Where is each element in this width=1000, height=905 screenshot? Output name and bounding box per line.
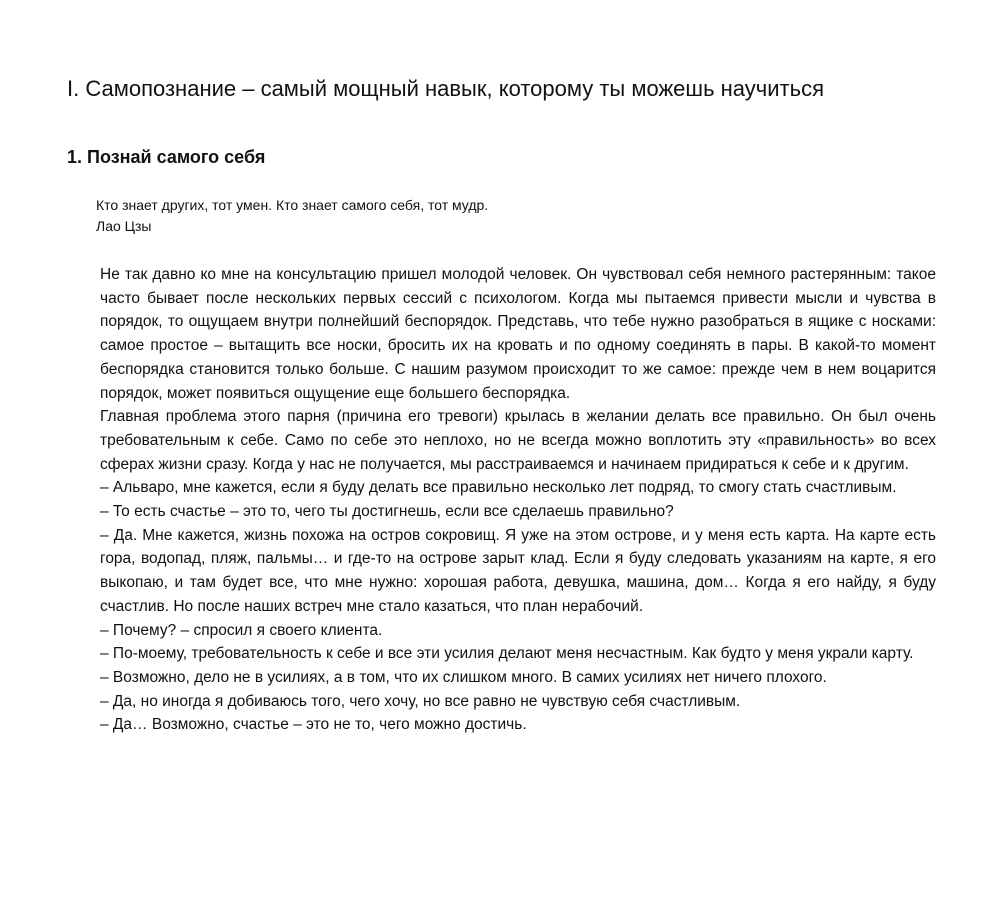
epigraph	[96, 195, 488, 237]
paragraph: – Альваро, мне кажется, если я буду делать все правильно несколько лет подряд, то смогу стать счастливым.	[100, 479, 897, 497]
paragraph: – Да… Возможно, счастье – это не то, чего можно достичь.	[100, 716, 527, 734]
paragraph: – Да, но иногда я добиваюсь того, чего хочу, но все равно не чувствую себя счастливым.	[100, 692, 741, 710]
epigraph-quote: Кто знает других, тот умен. Кто знает самого себя, тот мудр.	[96, 197, 489, 213]
paragraph: – Возможно, дело не в усилиях, а в том, что их слишком много. В самих усилиях нет ничего плохого.	[100, 668, 827, 686]
paragraph: Главная проблема этого парня (причина его тревоги) крылась в желании делать все правильно. Он был очень требовательным к себе. Само по себе это неплохо, но не всегда можно воплотить эту «правильность» во всех сферах жизни сразу. Когда у нас не получается, мы расстраиваемся и начинаем придираться к себе и к другим.	[100, 408, 936, 473]
paragraph: Не так давно ко мне на консультацию пришел молодой человек. Он чувствовал себя немного растерянным: такое часто бывает после нескольких первых сессий с психологом. Когда мы пытаемся привести мысли и чувства в порядок, то ощущаем внутри полнейший беспорядок. Представь, что тебе нужно разобраться в ящике с носками: самое простое – вытащить все носки, бросить их на кровать и по одному соединять в пары. В какой-то момент беспорядка становится только больше. С нашим разумом происходит то же самое: прежде чем в нем воцарится порядок, может появиться ощущение еще большего беспорядка.	[100, 266, 936, 402]
epigraph-author: Лао Цзы	[96, 218, 152, 234]
part-title: I. Самопознание – самый мощный навык, которому ты можешь научиться	[67, 76, 824, 101]
paragraph: – Почему? – спросил я своего клиента.	[100, 621, 383, 639]
paragraph: – По-моему, требовательность к себе и все эти усилия делают меня несчастным. Как будто у меня украли карту.	[100, 645, 914, 663]
chapter-title: 1. Познай самого себя	[67, 147, 266, 167]
paragraph: – То есть счастье – это то, чего ты достигнешь, если все сделаешь правильно?	[100, 503, 674, 521]
paragraph: – Да. Мне кажется, жизнь похожа на остров сокровищ. Я уже на этом острове, и у меня есть карта. На карте есть гора, водопад, пляж, пальмы… и где-то на острове зарыт клад. Если я буду следовать указаниям на карте, я его выкопаю, и там будет все, что мне нужно: хорошая работа, девушка, машина, дом… Когда я его найду, я буду счастлив. Но после наших встреч мне стало казаться, что план нерабочий.	[100, 526, 936, 615]
body-text	[100, 263, 936, 737]
